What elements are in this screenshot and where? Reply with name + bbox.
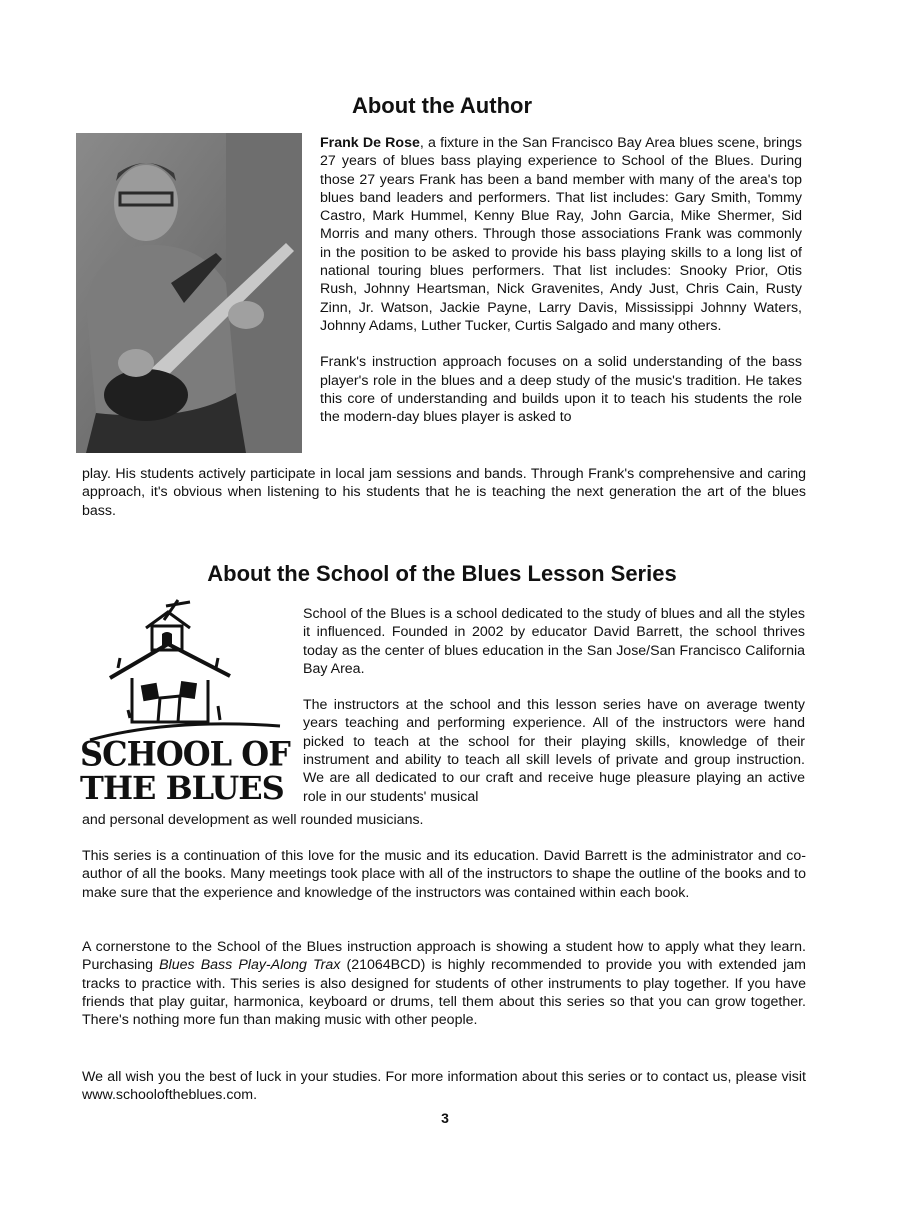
- series-intro: [303, 605, 805, 806]
- series-paragraph-5: We all wish you the best of luck in your studies. For more information about this series or to contact us, please visit www.schooloftheblues.com.: [82, 1069, 806, 1104]
- approach-paragraph-b: play. His students actively participate in local jam sessions and bands. Through Frank's comprehensive and caring approach, it's obvious when listening to his students that he is teaching the next generation the art of the blues bass.: [82, 466, 806, 519]
- series-paragraph-2a: The instructors at the school and this lesson series have on average twenty years teaching and performing experience. All of the instructors were hand picked to teach at the school for their playing skills, knowledge of their instrument and ability to teach all skill levels of private and group instruction. We are all dedicated to our craft and receive huge pleasure playing an active role in our students' musical: [303, 697, 805, 805]
- series-paragraph-1: School of the Blues is a school dedicated to the study of blues and all the styles it influenced. Founded in 2002 by educator David Barrett, the school thrives today as the center of blues education in the San Jose/San Francisco California Bay Area.: [303, 606, 805, 677]
- author-bio-text: , a fixture in the San Francisco Bay Area blues scene, brings 27 years of blues bass playing experience to School of the Blues. During those 27 years Frank has been a band member with many of the area's top blues band leaders and performers. That list includes: Gary Smith, Tommy Castro, Mark Hummel, Kenny Blue Ray, John Garcia, Mike Shermer, Sid Morris and many others. Through those associations Frank was commonly in the position to be asked to provide his bass playing skills to a long list of national touring blues performers. That list includes: Snooky Prior, Otis Rush, Johnny Heartsman, Nick Gravenites, Andy Just, Chris Cain, Rusty Zinn, Jr. Watson, Jackie Payne, Larry Davis, Mississippi Johnny Waters, Johnny Adams, Luther Tucker, Curtis Salgado and many others.: [320, 135, 802, 334]
- author-photo: [76, 133, 302, 453]
- author-bio: [320, 134, 802, 426]
- author-name: Frank De Rose: [320, 135, 420, 151]
- author-heading: About the Author: [351, 93, 533, 118]
- schoolhouse-icon: [80, 598, 295, 748]
- series-paragraph-3: This series is a continuation of this love for the music and its education. David Barrett is the administrator and co-author of all the books. Many meetings took place with all of the instructors to shape the outline of the books and to make sure that the experience and knowledge of the instructors was contained within each book.: [82, 848, 806, 901]
- series-heading: About the School of the Blues Lesson Series: [207, 561, 677, 586]
- school-of-the-blues-logo: [80, 598, 295, 810]
- logo-line-2: THE BLUES: [80, 769, 284, 807]
- series-paragraph-2b: and personal development as well rounded musicians.: [82, 812, 424, 828]
- approach-paragraph-a: Frank's instruction approach focuses on a solid understanding of the bass player's role in the blues and a deep study of the music's tradition. He takes this core of understanding and builds upon it to teach his students the role the modern-day blues player is asked to: [320, 354, 802, 426]
- series-paragraph-4: [82, 938, 806, 1029]
- logo-line-1: SCHOOL OF: [80, 734, 290, 774]
- page-number: 3: [441, 1110, 449, 1126]
- p4-start: A cornerstone to the School of the Blues instruction approach is showing a student how to apply what they learn. Purchasing: [82, 939, 806, 974]
- play-along-title: Blues Bass Play-Along Trax: [159, 957, 341, 974]
- p4-end: (21064BCD) is highly recommended to provide you with extended jam tracks to practice with. This series is also designed for students of other instruments to play together. If you have friends that play guitar, harmonica, keyboard or drums, tell them about this series so that you can grow together. There's nothing more fun than making music with other people.: [82, 957, 806, 1029]
